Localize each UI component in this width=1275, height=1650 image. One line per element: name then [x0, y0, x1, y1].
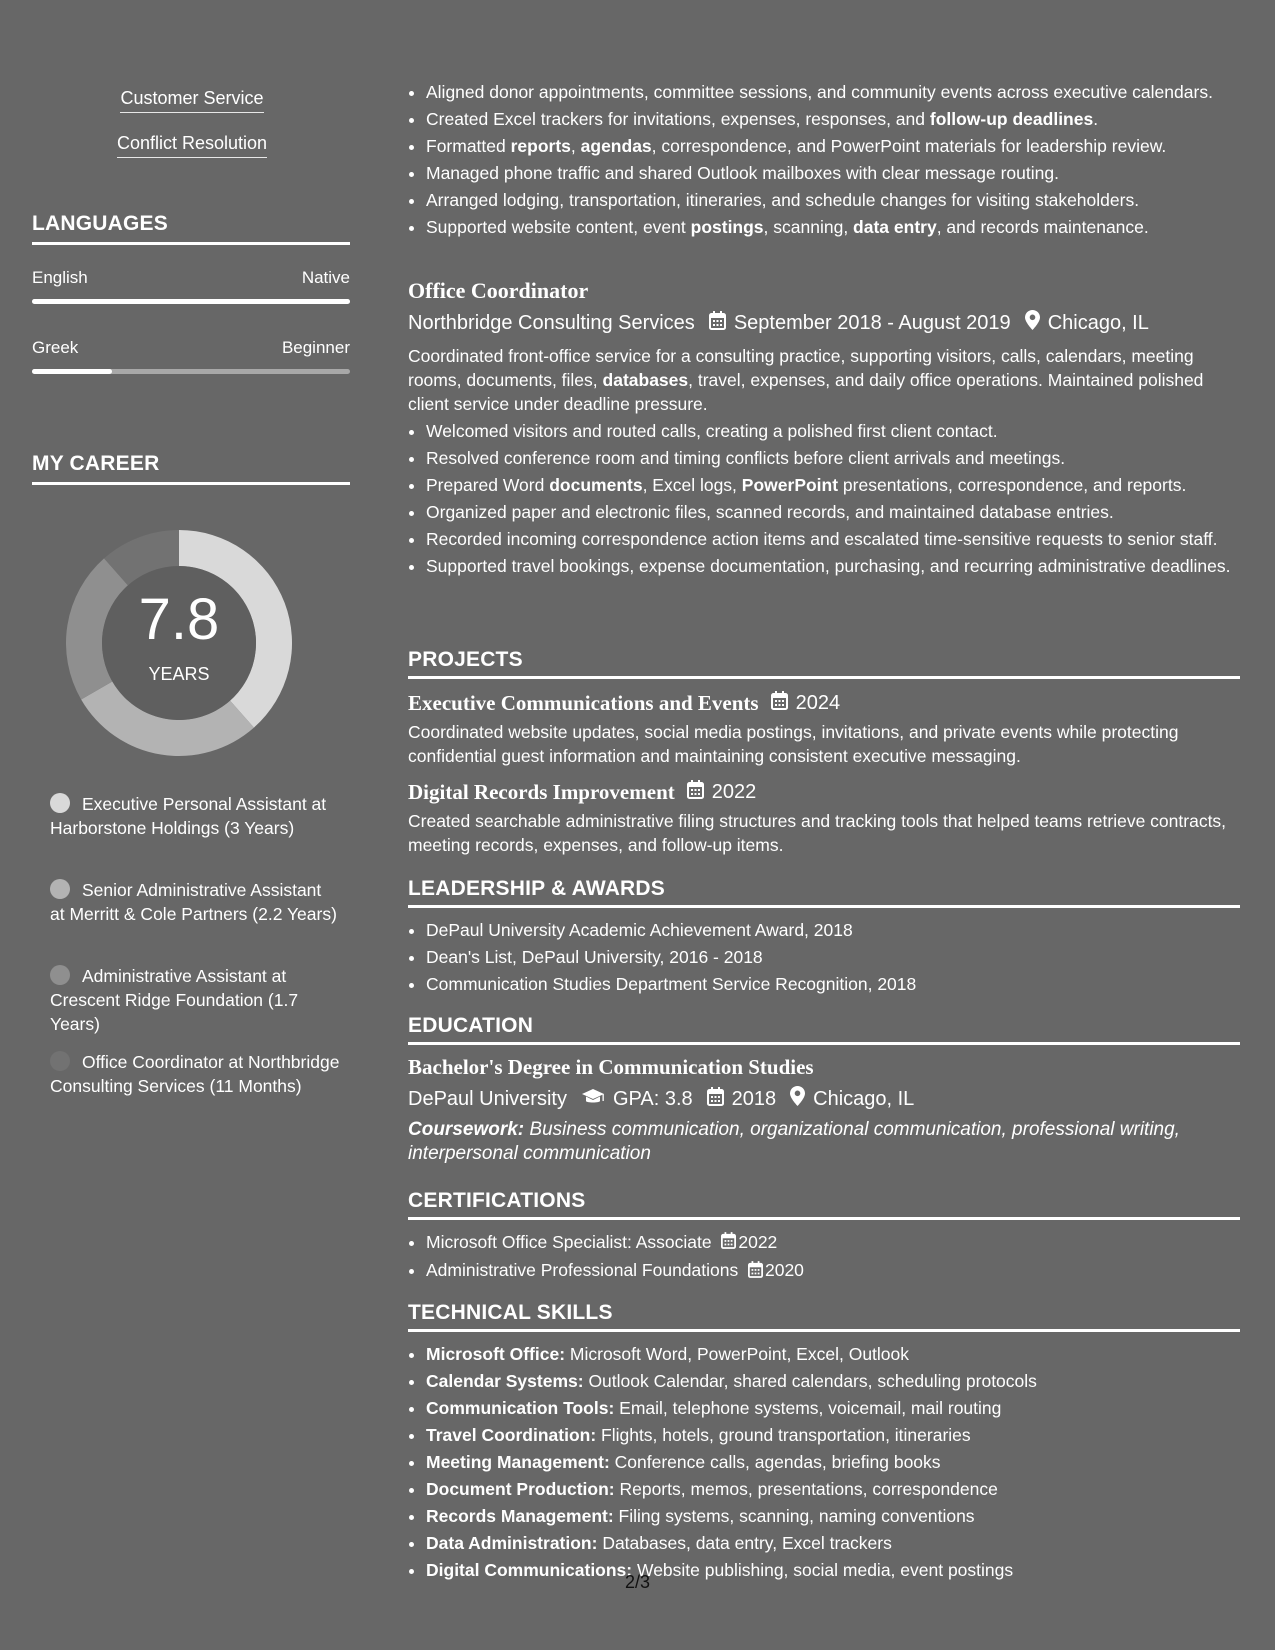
skill-customer-service[interactable]: [32, 88, 352, 113]
bullet-item: • DePaul University Academic Achievement Award, 2018: [426, 918, 1240, 942]
coursework-text: Business communication, organizational communication, professional writing, interpersonal communication: [408, 1119, 1180, 1164]
graduation-year: 2018: [731, 1087, 777, 1110]
job-office-coordinator: [408, 278, 1240, 581]
project-description: Created searchable administrative filing structures and tracking tools that helped teams retrieve contracts, meeting records, expenses, and follow-up items.: [408, 811, 1227, 855]
school-location: Chicago, IL: [813, 1087, 915, 1110]
certification-year: 2022: [738, 1232, 778, 1252]
technical-skill-label: Communication Tools:: [426, 1398, 615, 1418]
coursework: [408, 1118, 1240, 1166]
language-level: Native: [301, 268, 350, 287]
education-section: [408, 1014, 1240, 1166]
technical-skill-value: Reports, memos, presentations, correspondence: [614, 1479, 998, 1499]
career-item: [50, 1050, 340, 1098]
career-heading: MY CAREER: [32, 452, 350, 485]
bullet-item: • Supported travel bookings, expense documentation, purchasing, and recurring administrative deadlines.: [426, 554, 1240, 578]
language-name: English: [32, 268, 88, 287]
education-heading: EDUCATION: [408, 1014, 1240, 1045]
bullet-item: • Arranged lodging, transportation, itineraries, and schedule changes for visiting stakeholders.: [426, 188, 1240, 212]
bullet-item: • Aligned donor appointments, committee sessions, and community events across executive calendars.: [426, 80, 1240, 104]
language-level: Beginner: [281, 338, 350, 357]
technical-skill-value: Microsoft Word, PowerPoint, Excel, Outlook: [565, 1344, 910, 1364]
career-item: [50, 964, 340, 1036]
projects-heading: PROJECTS: [408, 648, 1240, 679]
page-number: 2/3: [624, 1572, 651, 1592]
technical-skills-section: [408, 1301, 1240, 1585]
certifications-heading: CERTIFICATIONS: [408, 1189, 1240, 1220]
technical-skill-label: Calendar Systems:: [426, 1371, 584, 1391]
projects-section: [408, 648, 1240, 857]
career-total-years: 7.8: [138, 587, 220, 652]
skill-label: Conflict Resolution: [117, 133, 267, 158]
bullet-item: • Welcomed visitors and routed calls, creating a polished first client contact.: [426, 419, 1240, 443]
bullet-item: • Formatted reports, agendas, correspondence, and PowerPoint materials for leadership review.: [426, 134, 1240, 158]
technical-skill-label: Digital Communications:: [426, 1560, 633, 1580]
calendar-icon: [707, 1087, 724, 1112]
project-description: Coordinated website updates, social media postings, invitations, and private events while protecting confidential guest information and maintaining consistent executive messaging.: [408, 722, 1179, 766]
school-name: DePaul University: [408, 1087, 567, 1110]
company-name: Northbridge Consulting Services: [408, 311, 695, 334]
calendar-icon: [771, 691, 788, 716]
education-meta: [408, 1086, 1240, 1112]
certification-name: Administrative Professional Foundations: [426, 1260, 739, 1281]
legend-dot-icon: [50, 879, 70, 899]
leadership-list: [408, 918, 1240, 996]
career-item: [50, 792, 340, 840]
language-bar-fill: [32, 369, 112, 374]
graduation-cap-icon: [581, 1088, 605, 1111]
bullet-item: • Prepared Word documents, Excel logs, PowerPoint presentations, correspondence, and reports.: [426, 473, 1240, 497]
previous-job-bullets: [408, 80, 1240, 242]
project-year: 2022: [711, 781, 757, 803]
project-item: [408, 780, 1240, 857]
technical-skill-item: [426, 1396, 1240, 1420]
calendar-icon: [709, 311, 726, 336]
degree-title: Bachelor's Degree in Communication Studies: [408, 1055, 814, 1079]
language-name: Greek: [32, 338, 79, 357]
bullet-item: • Communication Studies Department Service Recognition, 2018: [426, 972, 1240, 996]
technical-skill-label: Data Administration:: [426, 1533, 598, 1553]
job-dates: September 2018 - August 2019: [733, 311, 1011, 334]
language-bar-english: [32, 299, 350, 304]
calendar-icon: [687, 780, 704, 805]
legend-dot-icon: [50, 965, 70, 985]
certification-item: [426, 1230, 1240, 1255]
language-bar-fill: [32, 299, 350, 304]
bullet-item: • Resolved conference room and timing conflicts before client arrivals and meetings.: [426, 446, 1240, 470]
technical-skill-item: [426, 1423, 1240, 1447]
technical-skill-value: Conference calls, agendas, briefing books: [609, 1452, 941, 1472]
career-donut-chart: [66, 530, 292, 756]
technical-skill-label: Meeting Management:: [426, 1452, 610, 1472]
job-bullet-list: [408, 419, 1240, 578]
technical-skill-item: [426, 1531, 1240, 1555]
legend-dot-icon: [50, 1051, 70, 1071]
project-item: [408, 691, 1240, 768]
bullet-item: • Created Excel trackers for invitations, expenses, responses, and follow-up deadlines.: [426, 107, 1240, 131]
skill-conflict-resolution[interactable]: [32, 133, 352, 158]
career-total-unit: YEARS: [148, 664, 210, 684]
project-title-row: [408, 780, 1240, 805]
donut-center: [66, 530, 292, 756]
project-year: 2024: [795, 692, 841, 714]
bullet-item: • Managed phone traffic and shared Outlook mailboxes with clear message routing.: [426, 161, 1240, 185]
skill-label: Customer Service: [120, 88, 263, 113]
technical-skill-label: Records Management:: [426, 1506, 614, 1526]
technical-skill-label: Microsoft Office:: [426, 1344, 566, 1364]
technical-skill-value: Databases, data entry, Excel trackers: [597, 1533, 892, 1553]
technical-skill-label: Document Production:: [426, 1479, 615, 1499]
calendar-icon: [748, 1260, 763, 1284]
career-item-label: Administrative Assistant at Crescent Ridge Foundation (1.7 Years): [50, 966, 299, 1034]
technical-skill-label: Travel Coordination:: [426, 1425, 597, 1445]
technical-skill-value: Flights, hotels, ground transportation, itineraries: [596, 1425, 971, 1445]
certification-year: 2020: [764, 1260, 804, 1281]
job-meta: [408, 310, 1240, 336]
technical-skills-heading: TECHNICAL SKILLS: [408, 1301, 1240, 1332]
technical-skill-item: [426, 1342, 1240, 1366]
calendar-icon: [721, 1231, 736, 1255]
project-title: Digital Records Improvement: [408, 780, 675, 804]
job-location: Chicago, IL: [1047, 311, 1149, 334]
certifications-list: [408, 1230, 1240, 1284]
technical-skill-item: [426, 1504, 1240, 1528]
coursework-label: Coursework:: [408, 1119, 525, 1140]
career-item-label: Senior Administrative Assistant at Merritt & Cole Partners (2.2 Years): [50, 880, 337, 924]
leadership-section: [408, 877, 1240, 999]
bullet-item: • Dean's List, DePaul University, 2016 - 2018: [426, 945, 1240, 969]
bullet-item: • Supported website content, event postings, scanning, data entry, and records maintenance.: [426, 215, 1240, 239]
certification-item: [426, 1258, 1240, 1283]
technical-skill-value: Email, telephone systems, voicemail, mail routing: [614, 1398, 1002, 1418]
language-bar-greek: [32, 369, 350, 374]
technical-skills-list: [408, 1342, 1240, 1582]
leadership-heading: LEADERSHIP & AWARDS: [408, 877, 1240, 908]
legend-dot-icon: [50, 793, 70, 813]
technical-skill-value: Website publishing, social media, event postings: [632, 1560, 1014, 1580]
location-pin-icon: [1025, 310, 1040, 336]
technical-skill-item: [426, 1450, 1240, 1474]
certification-name: Microsoft Office Specialist: Associate: [426, 1232, 712, 1252]
technical-skill-item: [426, 1369, 1240, 1393]
project-title: Executive Communications and Events: [408, 691, 759, 715]
bullet-item: • Recorded incoming correspondence action items and escalated time-sensitive requests to senior staff.: [426, 527, 1240, 551]
location-pin-icon: [790, 1086, 805, 1112]
languages-heading: LANGUAGES: [32, 212, 350, 245]
technical-skill-value: Filing systems, scanning, naming conventions: [613, 1506, 975, 1526]
certifications-section: [408, 1189, 1240, 1287]
bullet-item: • Organized paper and electronic files, scanned records, and maintained database entries.: [426, 500, 1240, 524]
job-summary: Coordinated front-office service for a consulting practice, supporting visitors, calls, calendars, meeting rooms, documents, files, databases, travel, expenses, and daily office operations. Maintained polished client service under deadline pressure.: [408, 346, 1204, 414]
gpa: GPA: 3.8: [612, 1087, 693, 1110]
project-title-row: [408, 691, 1240, 716]
job-title: Office Coordinator: [408, 278, 589, 303]
career-item: [50, 878, 340, 926]
bullet-list: [408, 80, 1240, 239]
career-item-label: Executive Personal Assistant at Harborstone Holdings (3 Years): [50, 794, 327, 838]
technical-skill-value: Outlook Calendar, shared calendars, scheduling protocols: [583, 1371, 1037, 1391]
technical-skill-item: [426, 1477, 1240, 1501]
career-item-label: Office Coordinator at Northbridge Consulting Services (11 Months): [50, 1052, 340, 1096]
